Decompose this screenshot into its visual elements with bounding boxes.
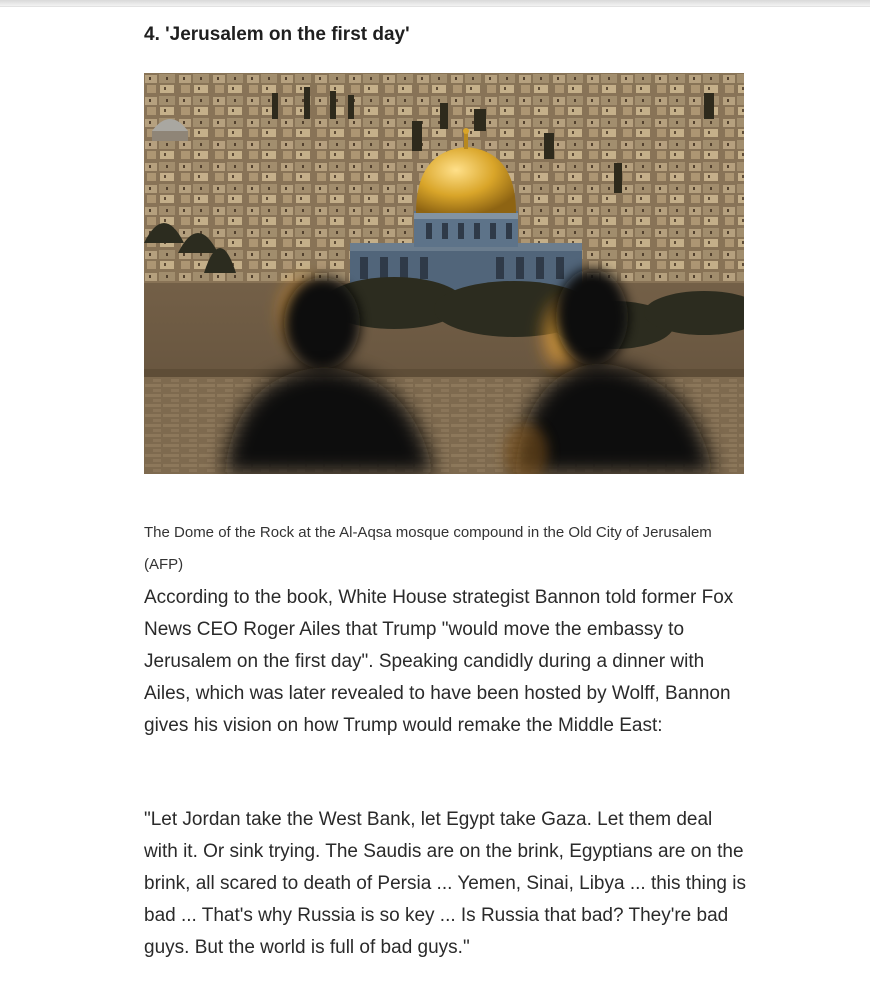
- page-top-divider: [0, 0, 870, 7]
- section-heading: 4. 'Jerusalem on the first day': [144, 24, 410, 45]
- article-paragraph: According to the book, White House strategist Bannon told former Fox News CEO Roger Ailes that Trump "would move the embassy to Jerusalem on the first day". Speaking candidly during a dinner with Ailes, which was later revealed to have been hosted by Wolff, Bannon gives his vision on how Trump would remake the Middle East:: [144, 587, 734, 736]
- dome-of-the-rock-illustration: [144, 73, 744, 474]
- photo-caption: The Dome of the Rock at the Al-Aqsa mosque compound in the Old City of Jerusalem (AFP): [144, 524, 712, 573]
- article-quote-paragraph: "Let Jordan take the West Bank, let Egypt take Gaza. Let them deal with it. Or sink trying. The Saudis are on the brink, Egyptians are on the brink, all scared to death of Persia ... Yemen, Sinai, Libya ... this thing is bad ... That's why Russia is so key ... Is Russia that bad? They're bad guys. But the world is full of bad guys.": [144, 809, 746, 958]
- article-photo: [144, 73, 744, 474]
